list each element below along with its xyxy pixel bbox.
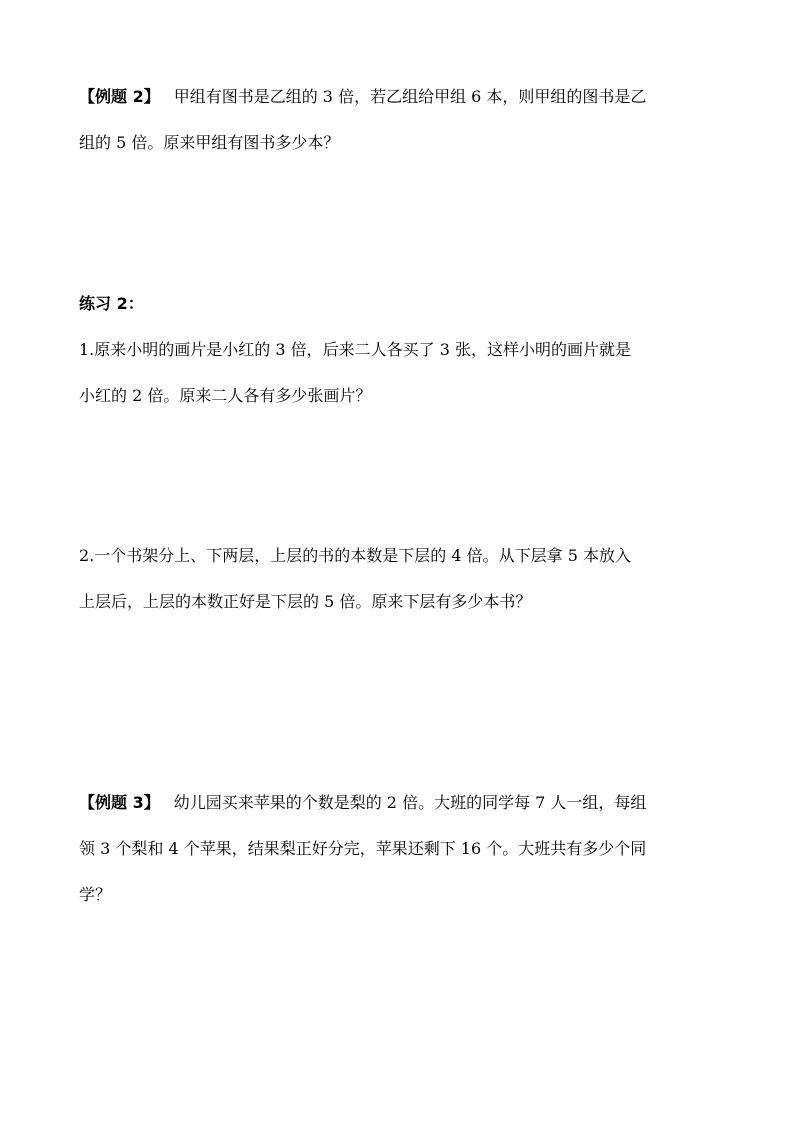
example-3-line-2: 领 3 个梨和 4 个苹果，结果梨正好分完，苹果还剩下 16 个。大班共有多少个同 [79,839,647,858]
example-2-text-1: 甲组有图书是乙组的 3 倍，若乙组给甲组 6 本，则甲组的图书是乙 [173,87,647,106]
example-2 [79,74,721,166]
example-3 [79,780,721,918]
practice-2-q1-line-2: 小红的 2 倍。原来二人各有多少张画片？ [79,386,372,405]
practice-2-q2-line-2: 上层后，上层的本数正好是下层的 5 倍。原来下层有多少本书？ [79,592,532,611]
example-2-line-2: 组的 5 倍。原来甲组有图书多少本？ [79,133,340,152]
example-3-text-1: 幼儿园买来苹果的个数是梨的 2 倍。大班的同学每 7 人一组，每组 [173,793,647,812]
practice-2 [79,281,721,419]
practice-2-q2-line-1: 2.一个书架分上、下两层，上层的书的本数是下层的 4 倍。从下层拿 5 本放入 [79,546,631,565]
example-2-line-1 [79,74,721,120]
practice-2-q1-line-1: 1.原来小明的画片是小红的 3 倍，后来二人各买了 3 张，这样小明的画片就是 [79,340,631,359]
example-3-line-3: 学？ [79,885,112,904]
practice-2-question-2 [79,533,721,625]
practice-2-title: 练习 2： [79,294,144,313]
example-3-line-1 [79,780,721,826]
example-3-label: 【例题 3】 [79,793,160,812]
example-2-label: 【例题 2】 [79,87,160,106]
